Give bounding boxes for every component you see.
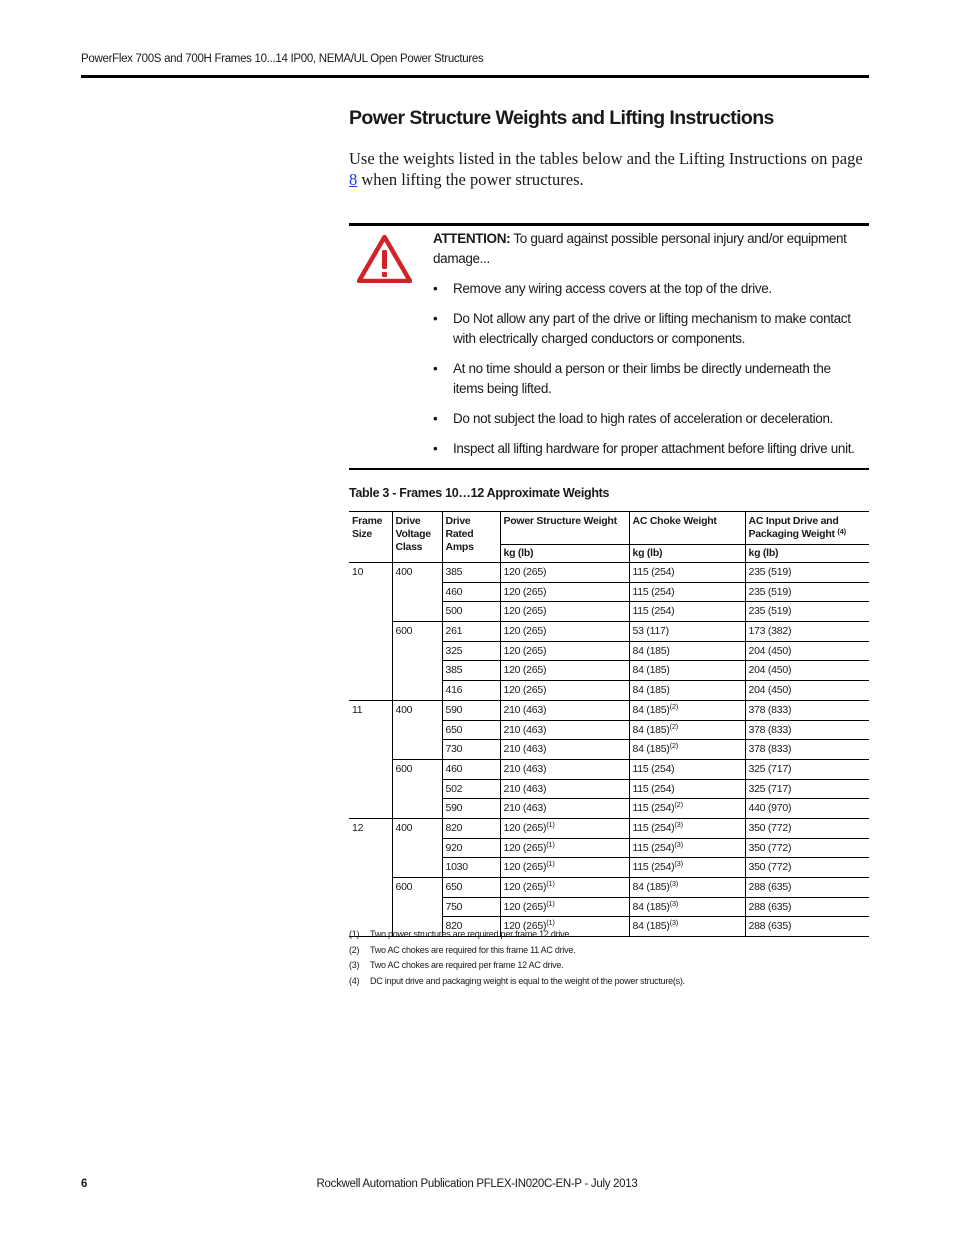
- ac-input-weight-cell-value: 204 (450): [748, 684, 792, 697]
- footnote-text: Two AC chokes are required per frame 12 AC drive.: [370, 960, 564, 970]
- ac-choke-weight-cell-value: 84 (185): [632, 644, 670, 657]
- footnote-ref: (1): [546, 839, 555, 849]
- power-structure-weight-cell-value: 120 (265): [503, 625, 547, 638]
- ac-input-weight-cell-value: 350 (772): [748, 841, 792, 854]
- rated-amps-cell: [442, 858, 500, 878]
- footnote-ref: (1): [546, 879, 555, 888]
- power-structure-weight-cell: [500, 661, 629, 681]
- ac-choke-weight-cell-value: 115 (254): [632, 605, 675, 618]
- voltage-class-cell-value: 400: [395, 566, 413, 578]
- power-structure-weight-cell-value: 120 (265): [503, 900, 547, 913]
- footnotes: [349, 927, 869, 989]
- ac-choke-weight-cell: [629, 661, 745, 681]
- ac-input-weight-cell-value: 288 (635): [748, 900, 792, 913]
- ac-input-weight-cell-value: 378 (833): [748, 703, 792, 716]
- ac-choke-weight-cell: [629, 720, 745, 740]
- ac-choke-weight-cell: [629, 838, 745, 858]
- rated-amps-cell: [442, 779, 500, 799]
- rated-amps-cell: [442, 759, 500, 779]
- ac-choke-weight-cell-value: 115 (254): [632, 821, 675, 834]
- attention-bullet-list: [433, 279, 863, 459]
- frame-size-cell-value: 10: [352, 566, 364, 578]
- rated-amps-cell-value: 650: [445, 723, 463, 736]
- power-structure-weight-cell-value: 120 (265): [503, 821, 547, 834]
- table-header-row: [349, 512, 869, 545]
- footnote-ref: (3): [674, 819, 683, 829]
- ac-choke-weight-cell: [629, 878, 745, 898]
- ac-input-weight-cell: [745, 700, 869, 720]
- rated-amps-cell-value: 460: [445, 585, 463, 598]
- table-row: [349, 878, 869, 898]
- voltage-class-cell-value: 600: [395, 762, 413, 775]
- rated-amps-cell-value: 820: [445, 920, 463, 933]
- ac-input-weight-cell: [745, 641, 869, 661]
- attention-bullet: • At no time should a person or their limbs be directly underneath the items being lifted.: [433, 359, 863, 399]
- ac-choke-weight-cell-value: 84 (185): [632, 664, 670, 677]
- ac-choke-weight-cell: [629, 700, 745, 720]
- rated-amps-cell-value: 385: [445, 566, 463, 578]
- ac-input-weight-cell: [745, 878, 869, 898]
- table-row: [349, 818, 869, 838]
- voltage-class-cell: [392, 759, 442, 818]
- footnote: [349, 974, 869, 990]
- ac-choke-weight-cell-value: 115 (254): [632, 841, 675, 854]
- power-structure-weight-cell-value: 210 (463): [503, 782, 547, 795]
- voltage-class-cell: [392, 700, 442, 759]
- footnote-ref: (1): [546, 918, 555, 928]
- footnote-ref: (2): [669, 701, 679, 711]
- table-row: [349, 700, 869, 720]
- footnote: [349, 958, 869, 974]
- footnote-ref: (3): [669, 918, 679, 928]
- power-structure-weight-cell: [500, 681, 629, 701]
- footnote-text: Two AC chokes are required for this frame 11 AC drive.: [370, 944, 576, 955]
- ac-choke-weight-cell-value: 84 (185): [632, 684, 670, 697]
- rated-amps-cell: [442, 740, 500, 760]
- rated-amps-cell-value: 730: [445, 743, 463, 756]
- ac-choke-weight-cell-value: 84 (185): [632, 881, 670, 893]
- power-structure-weight-cell-value: 120 (265): [503, 585, 547, 598]
- ac-choke-weight-cell: [629, 681, 745, 701]
- ac-choke-weight-cell-value: 115 (254): [632, 762, 675, 775]
- footnote-ref: (1): [546, 859, 555, 869]
- power-structure-weight-cell-value: 120 (265): [503, 920, 547, 933]
- ac-input-weight-cell: [745, 799, 869, 819]
- voltage-class-cell-value: 400: [395, 703, 413, 716]
- rated-amps-cell-value: 385: [445, 664, 463, 677]
- header-ac-input-label: AC Input Drive and Packaging Weight: [748, 515, 839, 540]
- ac-choke-weight-cell-value: 115 (254): [632, 802, 675, 815]
- header-rated-amps: Drive Rated Amps: [442, 512, 500, 563]
- rated-amps-cell: [442, 897, 500, 917]
- rated-amps-cell-value: 750: [445, 900, 463, 913]
- table-body: [349, 563, 869, 937]
- rated-amps-cell-value: 261: [445, 625, 463, 638]
- ac-choke-weight-cell: [629, 582, 745, 602]
- frame-size-cell: [349, 700, 392, 818]
- power-structure-weight-cell: [500, 759, 629, 779]
- ac-input-weight-cell: [745, 582, 869, 602]
- header-ac-choke-weight: AC Choke Weight: [629, 512, 745, 545]
- ac-input-weight-cell-value: 235 (519): [748, 585, 792, 598]
- power-structure-weight-cell: [500, 878, 629, 898]
- footnote-text: Two power structures are required per frame 12 drive.: [370, 929, 572, 939]
- ac-input-weight-cell-value: 378 (833): [748, 723, 792, 736]
- ac-choke-weight-cell: [629, 602, 745, 622]
- rated-amps-cell: [442, 641, 500, 661]
- footnote-ref: (3): [674, 859, 683, 869]
- ac-choke-weight-cell: [629, 818, 745, 838]
- power-structure-weight-cell: [500, 563, 629, 583]
- header-ac-input-weight: [745, 512, 869, 545]
- ac-input-weight-cell: [745, 661, 869, 681]
- power-structure-weight-cell-value: 120 (265): [503, 861, 547, 874]
- frame-size-cell-value: 12: [352, 821, 364, 834]
- ac-choke-weight-cell-value: 115 (254): [632, 861, 675, 874]
- voltage-class-cell: [392, 622, 442, 701]
- rated-amps-cell-value: 325: [445, 644, 463, 657]
- attention-text: [433, 229, 863, 459]
- rated-amps-cell: [442, 582, 500, 602]
- header-rule: [81, 75, 869, 78]
- power-structure-weight-cell-value: 210 (463): [503, 762, 547, 775]
- ac-choke-weight-cell: [629, 858, 745, 878]
- section-title: Power Structure Weights and Lifting Instructions: [349, 107, 774, 129]
- footnote: [349, 943, 869, 959]
- frame-size-cell-value: 11: [352, 703, 363, 716]
- attention-lead: [433, 229, 863, 269]
- ac-input-weight-cell: [745, 740, 869, 760]
- power-structure-weight-cell: [500, 897, 629, 917]
- power-structure-weight-cell: [500, 622, 629, 642]
- rated-amps-cell-value: 500: [445, 605, 463, 618]
- intro-paragraph: [349, 148, 869, 190]
- ac-choke-weight-cell-value: 115 (254): [632, 585, 675, 598]
- power-structure-weight-cell-value: 210 (463): [503, 703, 547, 716]
- footnote-number: (3): [349, 960, 360, 970]
- ac-input-weight-cell-value: 288 (635): [748, 881, 792, 893]
- rated-amps-cell-value: 590: [445, 703, 463, 716]
- ac-input-weight-cell: [745, 897, 869, 917]
- ac-input-weight-cell: [745, 602, 869, 622]
- ac-input-weight-cell-value: 350 (772): [748, 821, 792, 834]
- attention-bullet: • Do Not allow any part of the drive or lifting mechanism to make contact with electrically charged conductors or components.: [433, 309, 863, 349]
- rated-amps-cell-value: 820: [445, 821, 463, 834]
- ac-input-weight-cell: [745, 858, 869, 878]
- rated-amps-cell: [442, 878, 500, 898]
- publication-footer: Rockwell Automation Publication PFLEX-IN020C-EN-P - July 2013: [316, 1178, 638, 1190]
- attention-bullet: • Inspect all lifting hardware for proper attachment before lifting drive unit.: [433, 439, 863, 459]
- attention-bullet: • Remove any wiring access covers at the top of the drive.: [433, 279, 863, 299]
- power-structure-weight-cell: [500, 818, 629, 838]
- footnote-text: DC input drive and packaging weight is equal to the weight of the power structure(s).: [370, 975, 685, 986]
- ac-choke-weight-cell: [629, 563, 745, 583]
- table-row: [349, 563, 869, 583]
- rated-amps-cell: [442, 700, 500, 720]
- power-structure-weight-cell: [500, 700, 629, 720]
- footnote-ref: (1): [546, 819, 555, 829]
- rated-amps-cell: [442, 838, 500, 858]
- voltage-class-cell: [392, 563, 442, 622]
- ac-input-weight-cell-value: 235 (519): [748, 566, 792, 578]
- table-row: [349, 759, 869, 779]
- page-number: 6: [81, 1178, 88, 1190]
- ac-input-weight-cell-value: 204 (450): [748, 644, 792, 657]
- intro-text-end: when lifting the power structures.: [357, 170, 584, 189]
- ac-choke-weight-cell-value: 53 (117): [632, 625, 669, 638]
- power-structure-weight-cell-value: 120 (265): [503, 605, 547, 618]
- table-row: [349, 622, 869, 642]
- header-frame-size: Frame Size: [349, 512, 392, 563]
- power-structure-weight-cell: [500, 582, 629, 602]
- ac-input-weight-cell-value: 325 (717): [748, 762, 792, 775]
- footnote-ref: (2): [674, 800, 683, 810]
- table-caption: Table 3 - Frames 10…12 Approximate Weights: [349, 486, 610, 500]
- rated-amps-cell-value: 1030: [445, 861, 468, 874]
- ac-input-weight-cell-value: 325 (717): [748, 782, 792, 795]
- footnote-ref: (3): [669, 898, 679, 908]
- unit-label: kg (lb): [500, 545, 629, 563]
- footnote-ref: (3): [669, 879, 679, 888]
- rated-amps-cell: [442, 622, 500, 642]
- ac-choke-weight-cell: [629, 740, 745, 760]
- footnote-ref: (2): [669, 721, 679, 731]
- ac-input-weight-cell-value: 288 (635): [748, 920, 792, 933]
- footnote-ref: (2): [669, 741, 679, 751]
- footnote-ref: (4): [837, 527, 846, 536]
- rated-amps-cell-value: 650: [445, 881, 463, 893]
- ac-choke-weight-cell-value: 84 (185): [632, 743, 670, 756]
- ac-choke-weight-cell: [629, 799, 745, 819]
- footnote-ref: (1): [546, 898, 555, 908]
- ac-input-weight-cell: [745, 838, 869, 858]
- frame-size-cell: [349, 818, 392, 936]
- rated-amps-cell-value: 460: [445, 762, 463, 775]
- footnote-number: (2): [349, 944, 360, 955]
- page-link[interactable]: 8: [349, 170, 358, 189]
- power-structure-weight-cell: [500, 602, 629, 622]
- ac-input-weight-cell: [745, 681, 869, 701]
- ac-input-weight-cell: [745, 779, 869, 799]
- ac-input-weight-cell-value: 204 (450): [748, 664, 792, 677]
- frame-size-cell: [349, 563, 392, 701]
- ac-input-weight-cell: [745, 622, 869, 642]
- rated-amps-cell-value: 590: [445, 802, 463, 815]
- ac-choke-weight-cell: [629, 759, 745, 779]
- ac-choke-weight-cell-value: 84 (185): [632, 703, 670, 716]
- power-structure-weight-cell-value: 120 (265): [503, 684, 547, 697]
- ac-choke-weight-cell-value: 84 (185): [632, 920, 670, 933]
- power-structure-weight-cell-value: 120 (265): [503, 841, 547, 854]
- unit-label: kg (lb): [629, 545, 745, 563]
- rated-amps-cell-value: 416: [445, 684, 463, 697]
- weights-table: [349, 511, 869, 937]
- unit-label: kg (lb): [745, 545, 869, 563]
- ac-choke-weight-cell: [629, 622, 745, 642]
- ac-choke-weight-cell: [629, 897, 745, 917]
- power-structure-weight-cell: [500, 838, 629, 858]
- ac-choke-weight-cell-value: 84 (185): [632, 723, 670, 736]
- intro-text-start: Use the weights listed in the tables below and the Lifting Instructions on page: [349, 149, 863, 168]
- rated-amps-cell: [442, 563, 500, 583]
- ac-choke-weight-cell: [629, 641, 745, 661]
- header-power-structure-weight: Power Structure Weight: [500, 512, 629, 545]
- footnote-number: (1): [349, 929, 360, 939]
- power-structure-weight-cell: [500, 779, 629, 799]
- power-structure-weight-cell: [500, 799, 629, 819]
- rated-amps-cell: [442, 681, 500, 701]
- power-structure-weight-cell: [500, 720, 629, 740]
- voltage-class-cell-value: 600: [395, 881, 413, 893]
- attention-message: To guard against possible personal injury and/or equipment damage...: [433, 231, 847, 266]
- ac-input-weight-cell: [745, 759, 869, 779]
- rated-amps-cell: [442, 661, 500, 681]
- ac-input-weight-cell-value: 378 (833): [748, 743, 792, 756]
- attention-label: ATTENTION:: [433, 231, 511, 246]
- rated-amps-cell: [442, 720, 500, 740]
- rated-amps-cell: [442, 818, 500, 838]
- ac-choke-weight-cell: [629, 779, 745, 799]
- power-structure-weight-cell: [500, 858, 629, 878]
- ac-choke-weight-cell-value: 115 (254): [632, 566, 675, 578]
- power-structure-weight-cell-value: 210 (463): [503, 723, 547, 736]
- footnote-number: (4): [349, 975, 360, 986]
- rated-amps-cell: [442, 799, 500, 819]
- attention-bullet: • Do not subject the load to high rates of acceleration or deceleration.: [433, 409, 863, 429]
- rated-amps-cell: [442, 602, 500, 622]
- ac-input-weight-cell-value: 235 (519): [748, 605, 792, 618]
- voltage-class-cell-value: 400: [395, 821, 413, 834]
- header-voltage-class: Drive Voltage Class: [392, 512, 442, 563]
- ac-input-weight-cell-value: 350 (772): [748, 861, 792, 874]
- power-structure-weight-cell-value: 120 (265): [503, 664, 547, 677]
- power-structure-weight-cell-value: 210 (463): [503, 802, 547, 815]
- power-structure-weight-cell-value: 120 (265): [503, 566, 547, 578]
- power-structure-weight-cell-value: 120 (265): [503, 881, 547, 893]
- footnote: [349, 927, 869, 943]
- rated-amps-cell-value: 920: [445, 841, 463, 854]
- footnote-ref: (3): [674, 839, 683, 849]
- ac-choke-weight-cell-value: 84 (185): [632, 900, 670, 913]
- ac-input-weight-cell: [745, 818, 869, 838]
- voltage-class-cell: [392, 818, 442, 877]
- power-structure-weight-cell: [500, 740, 629, 760]
- running-header: PowerFlex 700S and 700H Frames 10...14 IP00, NEMA/UL Open Power Structures: [81, 53, 484, 65]
- warning-triangle-icon: [357, 235, 412, 283]
- ac-input-weight-cell-value: 173 (382): [748, 625, 792, 638]
- ac-choke-weight-cell-value: 115 (254): [632, 782, 675, 795]
- power-structure-weight-cell-value: 120 (265): [503, 644, 547, 657]
- rated-amps-cell-value: 502: [445, 782, 463, 795]
- power-structure-weight-cell: [500, 641, 629, 661]
- power-structure-weight-cell-value: 210 (463): [503, 743, 547, 756]
- ac-input-weight-cell: [745, 720, 869, 740]
- voltage-class-cell-value: 600: [395, 625, 413, 638]
- ac-input-weight-cell-value: 440 (970): [748, 802, 792, 815]
- ac-input-weight-cell: [745, 563, 869, 583]
